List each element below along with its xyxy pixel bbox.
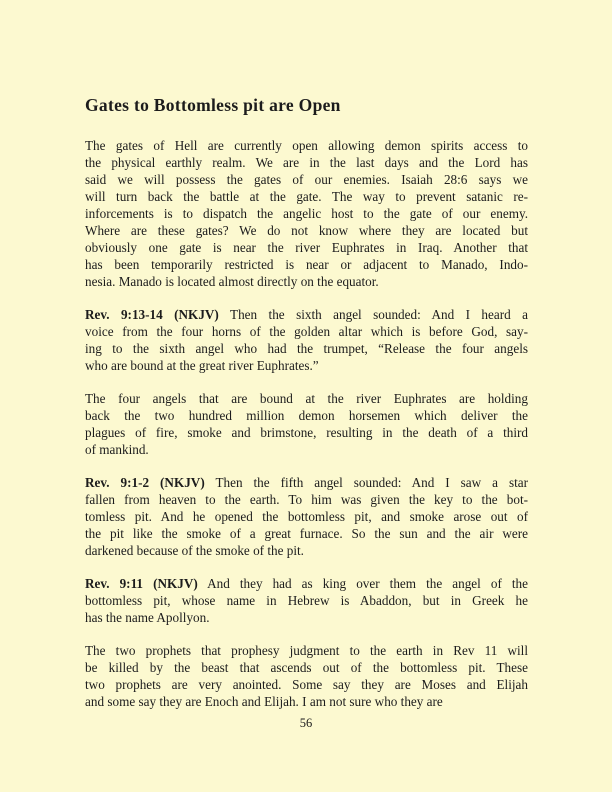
text-line: Where are these gates? We do not know where they are located but <box>85 223 528 238</box>
paragraph <box>85 474 528 559</box>
page-title: Gates to Bottomless pit are Open <box>85 95 341 115</box>
verse-reference: Rev. 9:13-14 (NKJV) <box>85 307 219 322</box>
text-line: Rev. 9:11 (NKJV) And they had as king over them the angel of the <box>85 576 528 591</box>
text-line: inforcements is to dispatch the angelic host to the gate of our enemy. <box>85 206 528 221</box>
text-line: The gates of Hell are currently open allowing demon spirits access to <box>85 138 528 153</box>
text-line: has the name Apollyon. <box>85 610 210 625</box>
text-line: be killed by the beast that ascends out of the bottomless pit. These <box>85 660 528 675</box>
text-line: bottomless pit, whose name in Hebrew is Abaddon, but in Greek he <box>85 593 528 608</box>
text-line: Rev. 9:13-14 (NKJV) Then the sixth angel sounded: And I heard a <box>85 307 528 322</box>
text-line: darkened because of the smoke of the pit. <box>85 543 304 558</box>
paragraph <box>85 575 528 626</box>
page-content <box>85 95 528 710</box>
paragraph <box>85 137 528 290</box>
text-line: The two prophets that prophesy judgment to the earth in Rev 11 will <box>85 643 528 658</box>
verse-reference: Rev. 9:11 (NKJV) <box>85 576 198 591</box>
text-line: obviously one gate is near the river Euphrates in Iraq. Another that <box>85 240 528 255</box>
paragraph <box>85 642 528 710</box>
text-line: two prophets are very anointed. Some say they are Moses and Elijah <box>85 677 528 692</box>
text-line: will turn back the battle at the gate. The way to prevent satanic re- <box>85 189 528 204</box>
text-line: has been temporarily restricted is near or adjacent to Manado, Indo- <box>85 257 528 272</box>
body-paragraphs <box>85 137 528 710</box>
text-line: of mankind. <box>85 442 149 457</box>
text-line: plagues of fire, smoke and brimstone, resulting in the death of a third <box>85 425 528 440</box>
text-line: nesia. Manado is located almost directly on the equator. <box>85 274 379 289</box>
text-line: ing to the sixth angel who had the trumpet, “Release the four angels <box>85 341 528 356</box>
text-line: said we will possess the gates of our enemies. Isaiah 28:6 says we <box>85 172 528 187</box>
text-line: the physical earthly realm. We are in the last days and the Lord has <box>85 155 528 170</box>
text-line: fallen from heaven to the earth. To him was given the key to the bot- <box>85 492 528 507</box>
page-number: 56 <box>299 716 313 730</box>
text-line: voice from the four horns of the golden altar which is before God, say- <box>85 324 528 339</box>
paragraph <box>85 306 528 374</box>
text-line: back the two hundred million demon horsemen which deliver the <box>85 408 528 423</box>
text-line: the pit like the smoke of a great furnace. So the sun and the air were <box>85 526 528 541</box>
text-line: and some say they are Enoch and Elijah. I am not sure who they are <box>85 694 443 709</box>
paragraph <box>85 390 528 458</box>
text-line: who are bound at the great river Euphrates.” <box>85 358 319 373</box>
verse-reference: Rev. 9:1-2 (NKJV) <box>85 475 205 490</box>
text-line: The four angels that are bound at the river Euphrates are holding <box>85 391 528 406</box>
text-line: Rev. 9:1-2 (NKJV) Then the fifth angel sounded: And I saw a star <box>85 475 528 490</box>
text-line: tomless pit. And he opened the bottomless pit, and smoke arose out of <box>85 509 528 524</box>
